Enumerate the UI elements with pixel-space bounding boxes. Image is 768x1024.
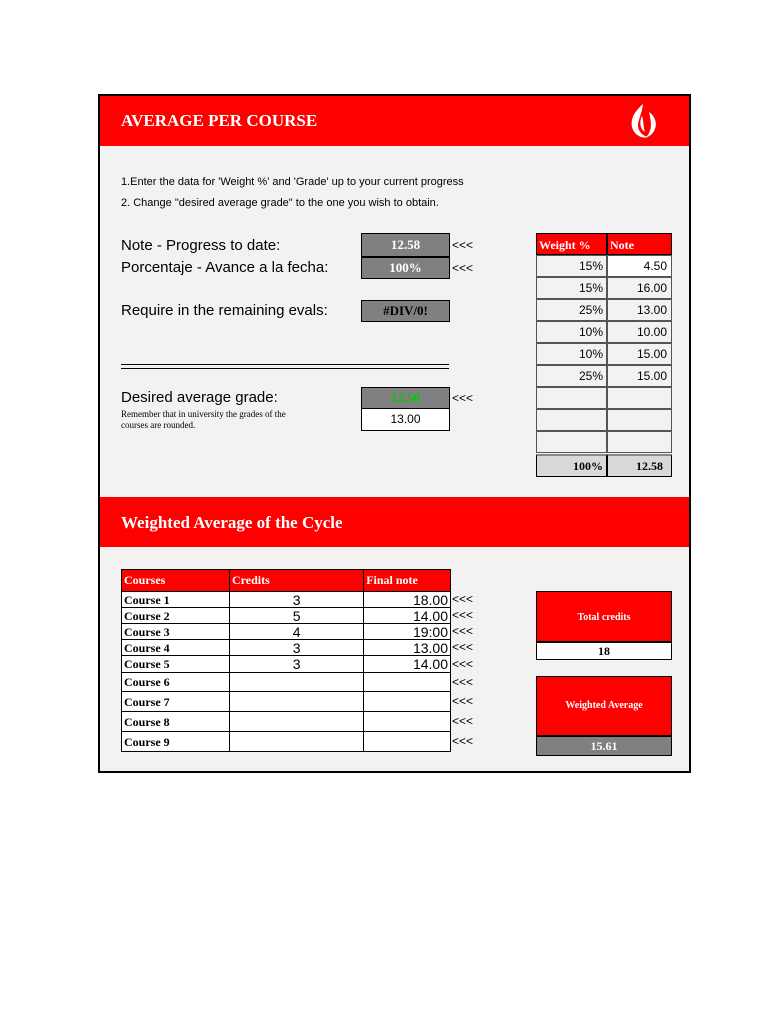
weight-cell[interactable] [536,431,607,453]
note-cell[interactable]: 13.00 [607,299,672,321]
weight-cell[interactable]: 15% [536,255,607,277]
total-note: 12.58 [607,454,672,477]
table-row [122,692,451,712]
weight-cell[interactable] [536,409,607,431]
table-row [122,656,451,673]
arrow-marker: <<< [452,714,474,728]
arrow-marker: <<< [452,675,474,689]
weight-cell[interactable]: 25% [536,365,607,387]
course-final-note[interactable]: 18.00 [364,592,451,608]
weight-header: Weight % [536,233,607,255]
course-final-note[interactable]: 19:00 [364,624,451,640]
table-row [122,608,451,624]
note-header: Note [607,233,672,255]
weight-cell[interactable]: 10% [536,343,607,365]
weighted-average-value: 15.61 [536,736,672,756]
arrow-marker: <<< [452,694,474,708]
instruction-1: 1.Enter the data for 'Weight %' and 'Grade' up to your current progress [121,176,464,188]
course-name: Course 7 [122,692,230,712]
course-credits[interactable] [229,673,363,692]
note-cell[interactable] [607,387,672,409]
weighted-average-label: Weighted Average [536,676,672,736]
weight-cell[interactable]: 10% [536,321,607,343]
note-cell[interactable] [607,409,672,431]
course-name: Course 4 [122,640,230,656]
course-final-note[interactable] [364,712,451,732]
course-credits[interactable]: 3 [229,656,363,673]
course-final-note[interactable]: 14.00 [364,608,451,624]
course-name: Course 5 [122,656,230,673]
course-credits[interactable]: 3 [229,640,363,656]
spreadsheet-frame [98,94,691,773]
table-row [122,712,451,732]
courses-table [121,569,451,752]
course-name: Course 9 [122,732,230,752]
rounding-note-line-2: courses are rounded. [121,420,196,430]
double-divider [121,364,449,369]
note-progress-label: Note - Progress to date: [121,237,281,254]
note-cell[interactable] [607,431,672,453]
arrow-marker: <<< [452,391,474,405]
header-credits: Credits [229,570,363,592]
note-progress-value: 12.58 [361,233,450,257]
table-row [122,592,451,608]
total-credits-label: Total credits [536,591,672,642]
course-final-note[interactable] [364,732,451,752]
note-cell[interactable]: 15.00 [607,365,672,387]
course-name: Course 1 [122,592,230,608]
desired-grade-label: Desired average grade: [121,389,278,406]
arrow-marker: <<< [452,238,474,252]
desired-grade-input[interactable]: 12.50 [361,387,450,409]
weight-cell[interactable]: 25% [536,299,607,321]
upc-flame-logo-icon [622,102,664,142]
course-credits[interactable] [229,692,363,712]
weight-cell[interactable]: 15% [536,277,607,299]
course-credits[interactable]: 5 [229,608,363,624]
percent-progress-label: Porcentaje - Avance a la fecha: [121,259,329,276]
note-cell[interactable]: 16.00 [607,277,672,299]
arrow-marker: <<< [452,657,474,671]
total-credits-value: 18 [536,642,672,660]
arrow-marker: <<< [452,624,474,638]
course-name: Course 3 [122,624,230,640]
course-final-note[interactable] [364,673,451,692]
arrow-marker: <<< [452,261,474,275]
require-value: #DIV/0! [361,300,450,322]
weight-cell[interactable] [536,387,607,409]
course-credits[interactable] [229,712,363,732]
instruction-2: 2. Change "desired average grade" to the one you wish to obtain. [121,197,439,209]
note-cell[interactable]: 4.50 [607,255,672,277]
header-final-note: Final note [364,570,451,592]
arrow-marker: <<< [452,608,474,622]
section-title: Weighted Average of the Cycle [121,513,343,532]
arrow-marker: <<< [452,592,474,606]
course-name: Course 2 [122,608,230,624]
header-bar-weighted [100,497,689,547]
header-bar-average [100,96,689,146]
page-title: AVERAGE PER COURSE [121,111,318,130]
total-weight: 100% [536,454,607,477]
course-credits[interactable]: 4 [229,624,363,640]
table-row [122,624,451,640]
course-name: Course 6 [122,673,230,692]
course-final-note[interactable] [364,692,451,712]
course-final-note[interactable]: 14.00 [364,656,451,673]
arrow-marker: <<< [452,734,474,748]
course-name: Course 8 [122,712,230,732]
course-credits[interactable]: 3 [229,592,363,608]
table-row [122,640,451,656]
rounding-note-line-1: Remember that in university the grades of the [121,409,286,419]
rounded-grade-value: 13.00 [361,409,450,431]
note-cell[interactable]: 10.00 [607,321,672,343]
table-row [122,673,451,692]
course-credits[interactable] [229,732,363,752]
require-label: Require in the remaining evals: [121,302,328,319]
note-cell[interactable]: 15.00 [607,343,672,365]
table-row [122,732,451,752]
arrow-marker: <<< [452,640,474,654]
percent-progress-value: 100% [361,257,450,279]
course-final-note[interactable]: 13.00 [364,640,451,656]
header-courses: Courses [122,570,230,592]
